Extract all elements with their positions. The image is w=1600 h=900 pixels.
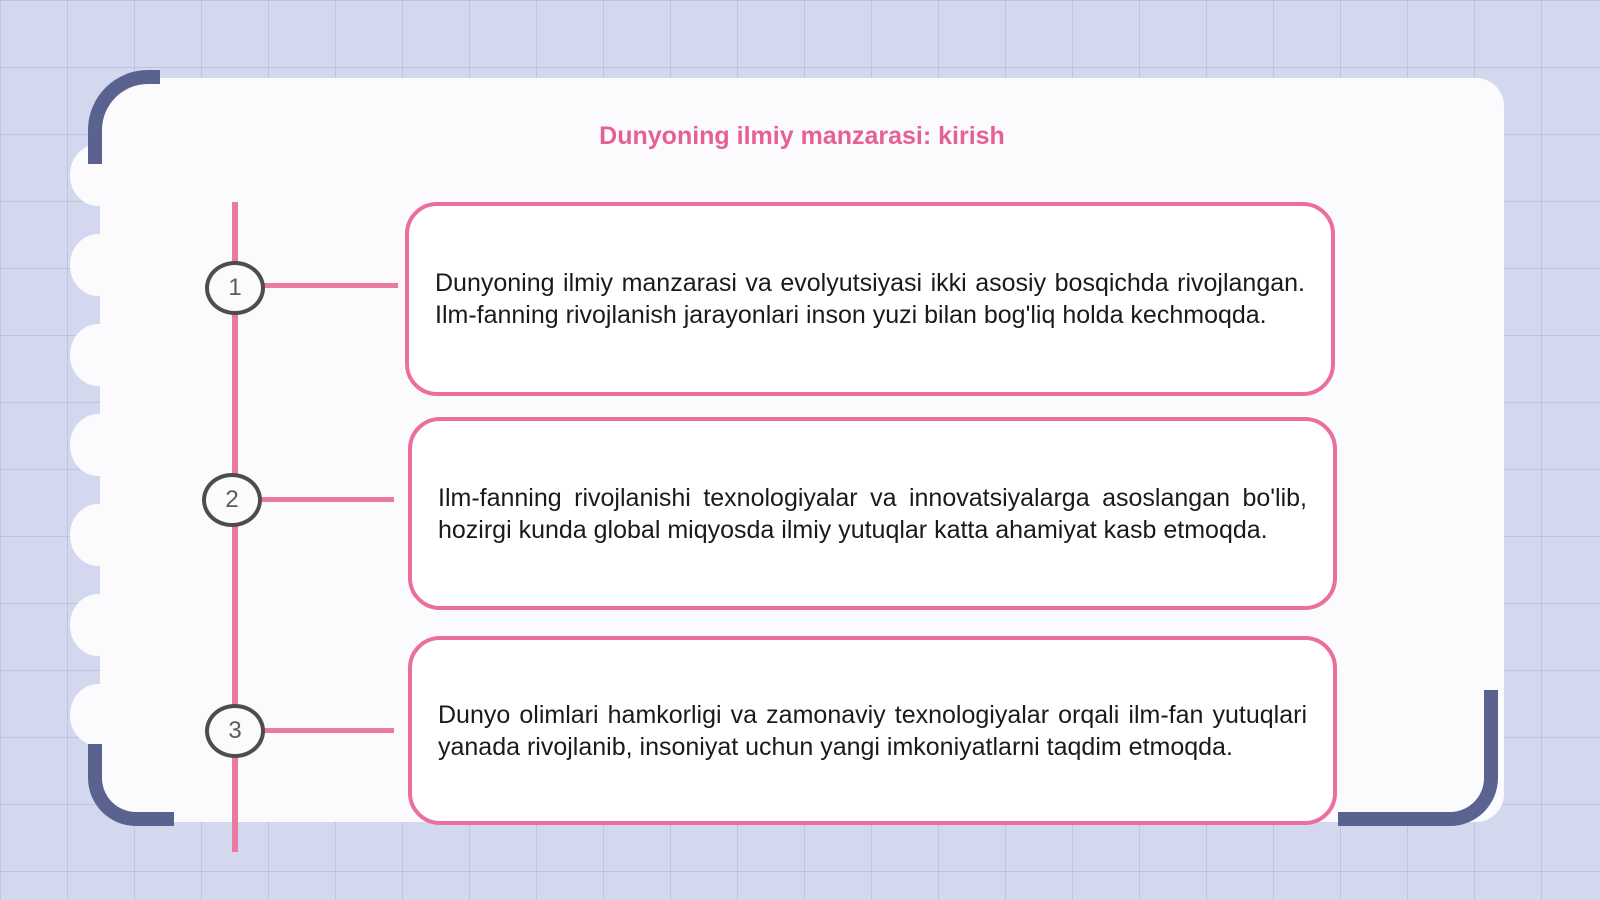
slide-title: Dunyoning ilmiy manzarasi: kirish	[599, 122, 1005, 150]
step-description: Dunyoning ilmiy manzarasi va evolyutsiyasi ikki asosiy bosqichda rivojlangan. Ilm-fanning rivojlanish jarayonlari inson yuzi bilan bog'liq holda kechmoqda.	[435, 269, 1305, 329]
timeline-connector	[262, 283, 398, 288]
binder-hole	[70, 684, 126, 746]
binder-hole	[70, 324, 126, 386]
step-number-badge: 3	[205, 704, 265, 758]
step-card	[408, 636, 1337, 825]
step-number-badge: 2	[202, 473, 262, 527]
step-card	[405, 202, 1335, 396]
step-description: Dunyo olimlari hamkorligi va zamonaviy texnologiyalar orqali ilm-fan yutuqlari yanada rivojlanib, insoniyat uchun yangi imkoniyatlarni taqdim etmoqda.	[438, 700, 1307, 761]
timeline-connector	[262, 728, 394, 733]
binder-hole	[70, 234, 126, 296]
binder-hole	[70, 414, 126, 476]
step-card	[408, 417, 1337, 610]
step-number-badge: 1	[205, 261, 265, 315]
frame-corner-bottom-left	[88, 744, 174, 826]
timeline-connector	[258, 497, 394, 502]
frame-corner-bottom-right	[1338, 690, 1498, 826]
binder-hole	[70, 504, 126, 566]
step-description: Ilm-fanning rivojlanishi texnologiyalar va innovatsiyalarga asoslangan bo'lib, hozirgi kunda global miqyosda ilmiy yutuqlar katta ahamiyat kasb etmoqda.	[438, 483, 1307, 544]
binder-hole	[70, 594, 126, 656]
